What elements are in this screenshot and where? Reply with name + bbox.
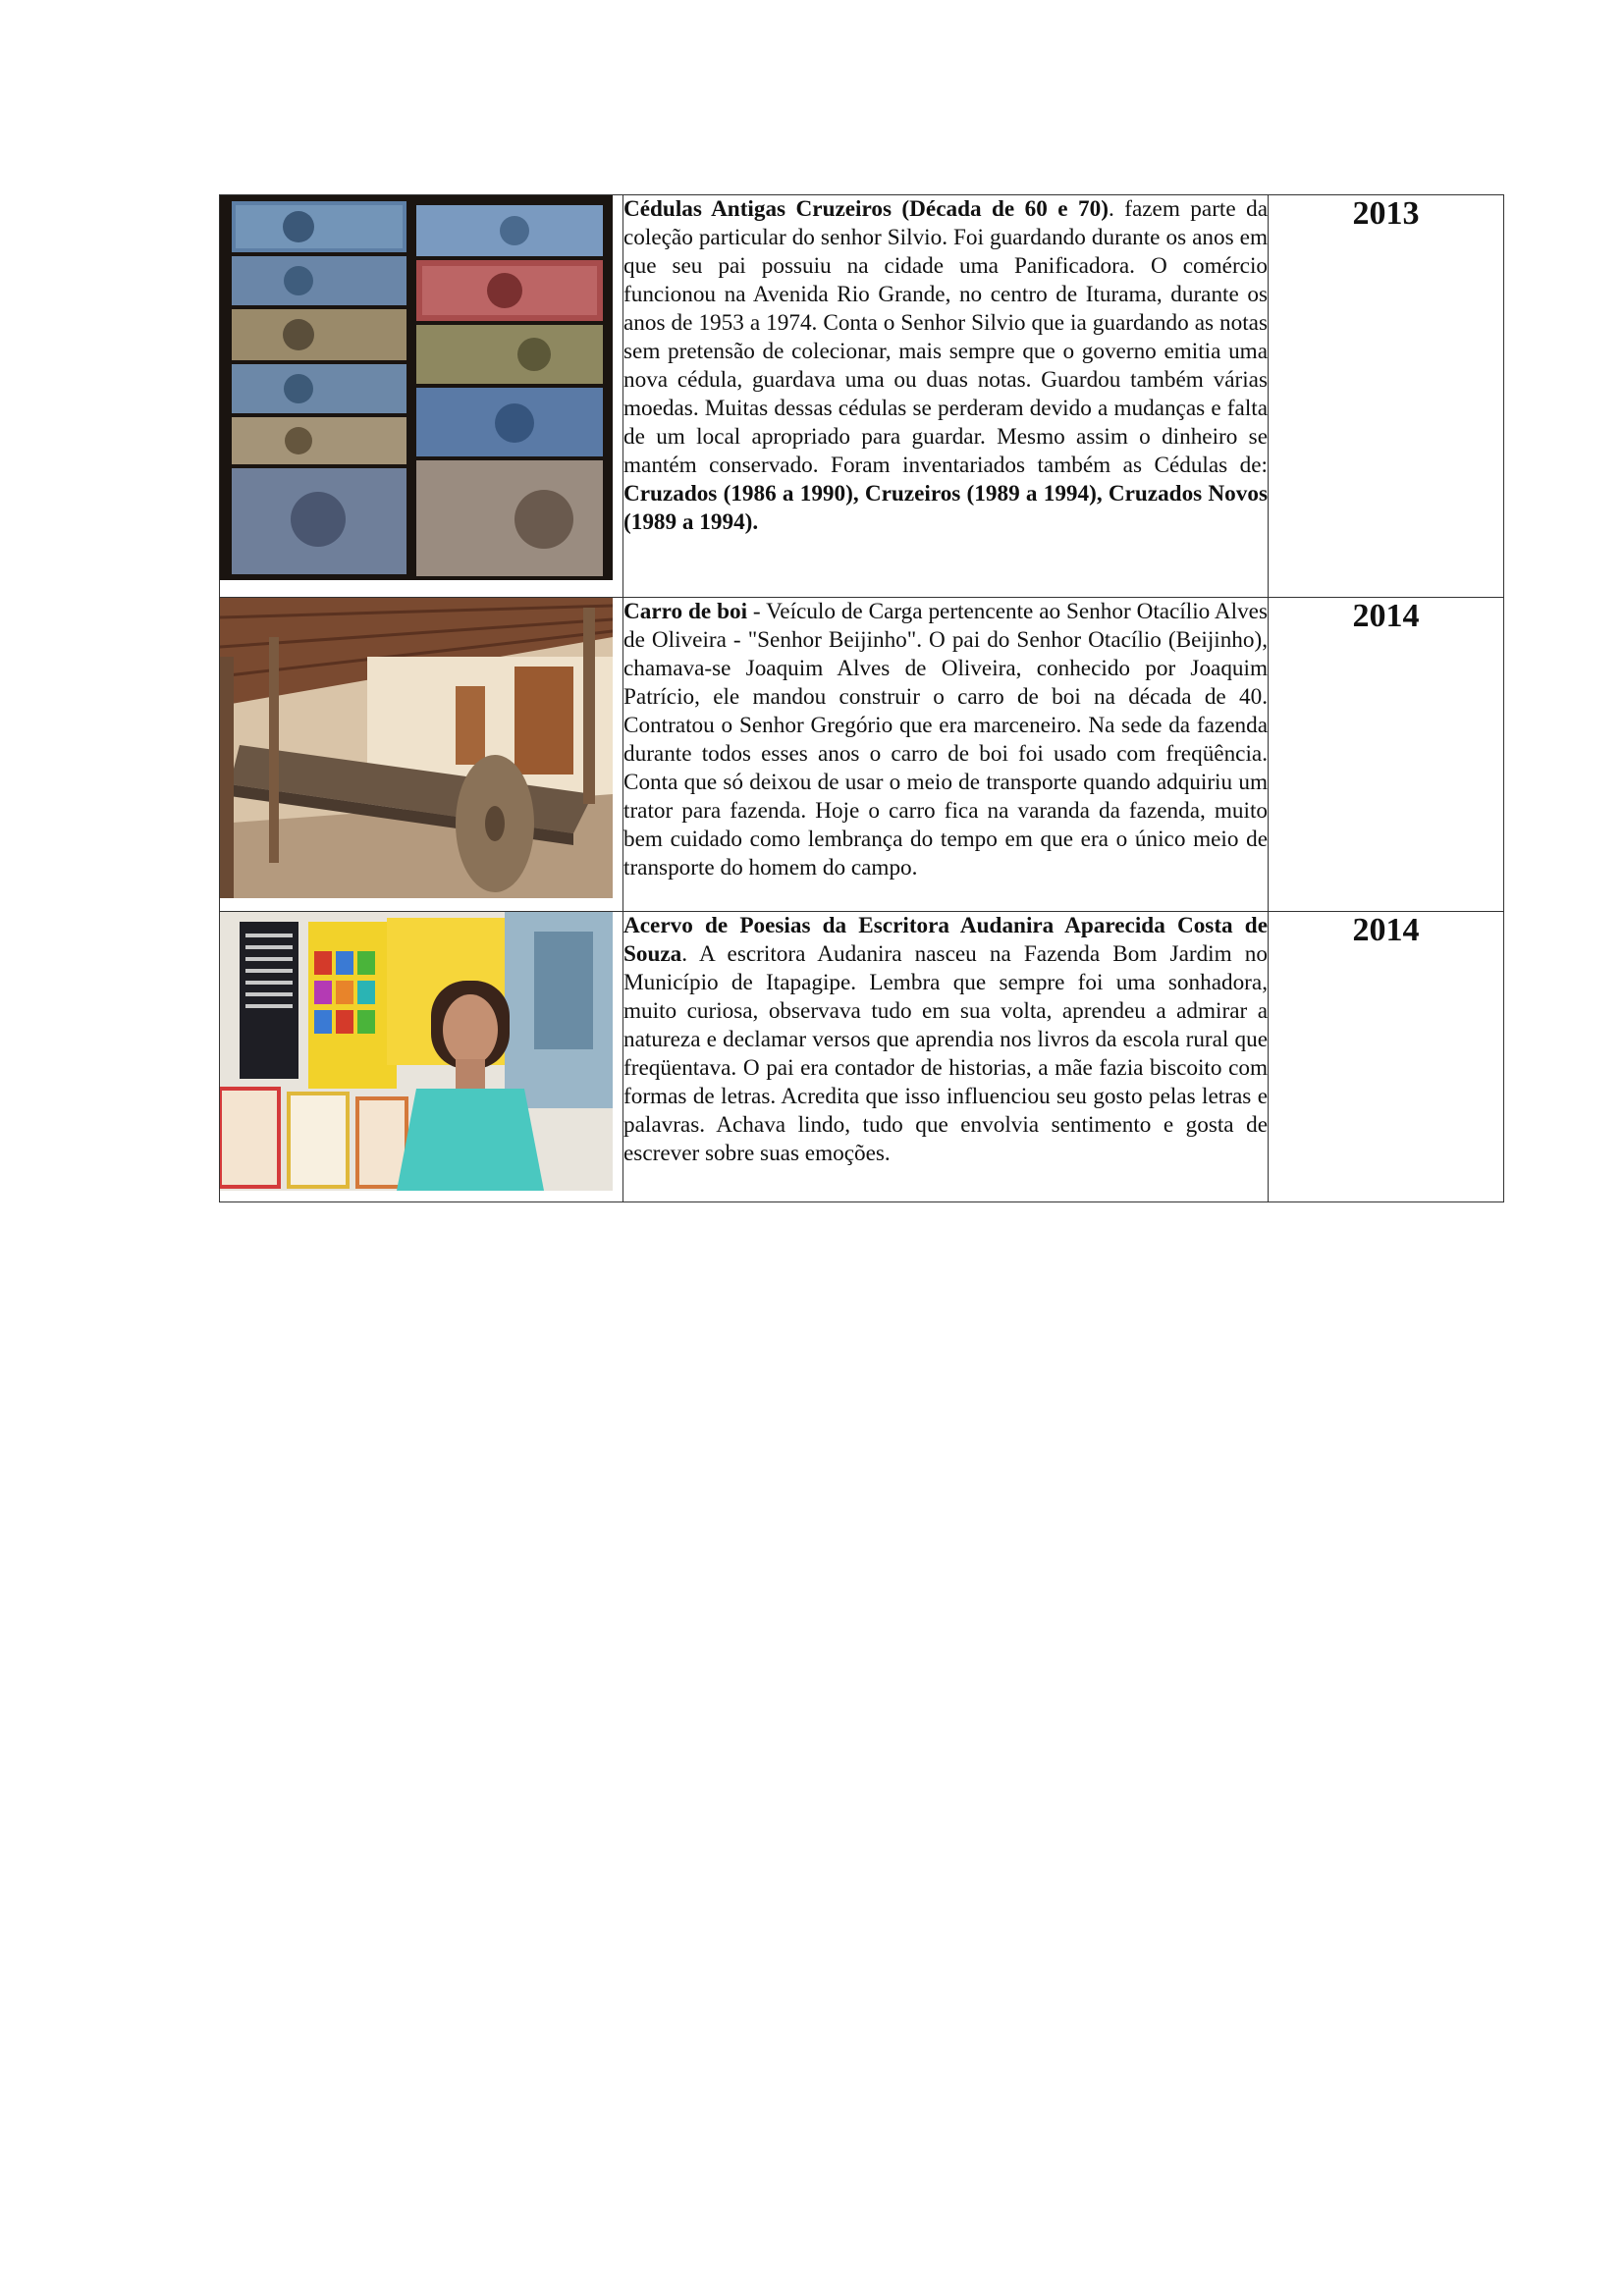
banknotes-photo-icon bbox=[220, 195, 613, 580]
item-text: . fazem parte da coleção particular do senhor Silvio. Foi guardando durante os anos em que seu pai possuiu na cidade uma Panificadora. O comércio funcionou na Avenida Rio Grande, no centro de Iturama, durante os anos de 1953 a 1974. Conta o Senhor Silvio que ia guardando as notas sem pretensão de colecionar, mais sempre que o governo emitia uma nova cédula, guardava uma ou duas notas. Guardou também várias moedas. Muitas dessas cédulas se perderam devido a mudanças e falta de um local apropriado para guardar. Mesmo assim o dinheiro se mantém conservado. Foram inventariados também as Cédulas de: bbox=[623, 196, 1268, 478]
item-text: . A escritora Audanira nasceu na Fazenda Bom Jardim no Município de Itapagipe. Lembra que sempre foi uma sonhadora, muito curiosa, observava tudo em sua volta, aprendeu a admirar a natureza e declamar versos que aprendia nos livros da escola rural que freqüentava. O pai era contador de historias, a mãe fazia biscoito com formas de letras. Acredita que isso influenciou seu gosto pelas letras e palavras. Achava lindo, tudo que envolvia sentimento e gosta de escrever sobre suas emoções. bbox=[623, 941, 1268, 1166]
photo-cell bbox=[220, 195, 623, 598]
description-cell bbox=[623, 912, 1269, 1202]
year-cell: 2014 bbox=[1269, 912, 1504, 1202]
item-text-bold: Cruzados (1986 a 1990), Cruzeiros (1989 a 1994), Cruzados Novos (1989 a 1994). bbox=[623, 481, 1268, 535]
item-description bbox=[623, 912, 1268, 1168]
item-title: Acervo de Poesias da Escritora Audanira Aparecida Costa de Souza bbox=[623, 913, 1268, 967]
ox-cart-photo-icon bbox=[220, 598, 613, 898]
poetry-exhibit-photo-icon bbox=[220, 912, 613, 1191]
year-cell: 2013 bbox=[1269, 195, 1504, 598]
description-cell bbox=[623, 598, 1269, 912]
year-cell: 2014 bbox=[1269, 598, 1504, 912]
item-description bbox=[623, 598, 1268, 882]
table-row bbox=[220, 598, 1504, 912]
table-row bbox=[220, 912, 1504, 1202]
item-description bbox=[623, 195, 1268, 537]
photo-cell bbox=[220, 598, 623, 912]
inventory-table bbox=[219, 194, 1504, 1202]
table-row bbox=[220, 195, 1504, 598]
item-title: Cédulas Antigas Cruzeiros (Década de 60 e 70) bbox=[623, 196, 1109, 222]
item-text: - Veículo de Carga pertencente ao Senhor Otacílio Alves de Oliveira - "Senhor Beijinho". O pai do Senhor Otacílio (Beijinho), chamava-se Joaquim Alves de Oliveira, conhecido por Joaquim Patrício, ele mandou construir o carro de boi na década de 40. Contratou o Senhor Gregório que era marceneiro. Na sede da fazenda durante todos esses anos o carro de boi foi usado com freqüência. Conta que só deixou de usar o meio de transporte quando adquiriu um trator para fazenda. Hoje o carro fica na varanda da fazenda, muito bem cuidado como lembrança do tempo em que era o único meio de transporte do homem do campo. bbox=[623, 599, 1268, 881]
item-title: Carro de boi bbox=[623, 599, 748, 624]
photo-cell bbox=[220, 912, 623, 1202]
description-cell bbox=[623, 195, 1269, 598]
